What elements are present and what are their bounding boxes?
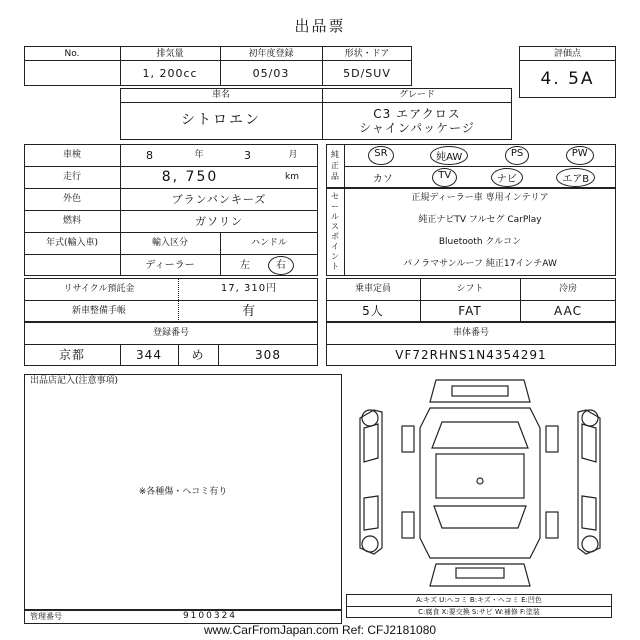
capacity-label: 乗車定員 — [354, 284, 391, 294]
model-name-label: 車名 — [211, 90, 230, 100]
registration-kana: め — [191, 348, 205, 362]
car-front-view — [430, 380, 530, 402]
exterior-color-value: ブランバンキーズ — [171, 193, 267, 206]
equipment-row-2 — [350, 168, 612, 187]
grade-value-line2: シャインパッケージ — [359, 121, 475, 135]
registration-area: 京都 — [58, 348, 85, 362]
shift-label: シフト — [456, 284, 484, 294]
ac-label: 冷房 — [558, 284, 577, 294]
shape-door-value: 5D/SUV — [343, 67, 391, 80]
inspection-year-unit: 年 — [194, 150, 204, 160]
sales-point-3: Bluetooth クルコン — [438, 237, 522, 247]
registration-number: 308 — [255, 348, 281, 362]
car-rear-view — [430, 564, 530, 586]
equip-tv: TV — [432, 168, 457, 187]
damage-note-title: 出品店記入(注意事項) — [30, 376, 119, 386]
sales-point-2: 純正ナビTV フルセグ CarPlay — [418, 215, 542, 225]
management-code-label: 管理番号 — [30, 612, 62, 621]
registration-class: 344 — [136, 348, 162, 362]
equip-ps: PS — [505, 146, 529, 165]
handle-left: 左 — [240, 260, 250, 271]
mileage-value: 8, 750 — [161, 169, 219, 185]
page-title: 出品票 — [294, 17, 346, 35]
sales-point-1: 正規ディーラー車 専用インテリア — [411, 193, 549, 203]
no-label: No. — [64, 49, 80, 59]
mileage-label: 走行 — [62, 172, 81, 182]
shape-door-label: 形状・ドア — [344, 49, 390, 59]
displacement-value: 1, 200cc — [142, 67, 198, 80]
car-damage-diagram — [352, 378, 608, 590]
inspection-month-unit: 月 — [288, 150, 298, 160]
equipment-row-1 — [350, 146, 612, 165]
first-registration-value: 05/03 — [252, 67, 290, 80]
equipment-label: 純正品 — [331, 150, 339, 181]
maintenance-value: 有 — [241, 304, 256, 319]
ac-value: AAC — [554, 304, 582, 318]
car-right-side — [578, 410, 600, 554]
inspection-year: 8 — [146, 149, 154, 162]
handle-right: 右 — [276, 260, 286, 271]
car-left-side — [360, 410, 382, 554]
handle-label: ハンドル — [250, 238, 287, 248]
fuel-label: 燃料 — [62, 216, 81, 226]
import-type-value: ディーラー — [145, 260, 195, 271]
grade-label: グレード — [398, 90, 435, 100]
legend-row-2: C:腐食 X:要交換 S:サビ W:補修 F:塗装 — [418, 608, 540, 616]
shift-value: FAT — [458, 304, 482, 318]
sales-point-4: パノラマサンルーフ 純正17インチAW — [403, 259, 557, 269]
watermark: www.CarFromJapan.com Ref: CFJ2181080 — [203, 623, 437, 637]
damage-note-text: ※各種傷・ヘコミ有り — [138, 487, 228, 497]
management-code-value: 9100324 — [182, 611, 238, 621]
inspection-month: 3 — [244, 149, 252, 162]
model-name-value: シトロエン — [181, 112, 261, 128]
capacity-value: 5人 — [362, 304, 384, 318]
legend-row-1: A:キズ U:ヘコミ B:キズ・ヘコミ E:凹色 — [416, 596, 542, 604]
chassis-value: VF72RHNS1N4354291 — [395, 348, 547, 362]
chassis-label: 車体番号 — [452, 328, 489, 338]
recycle-label: リサイクル預託金 — [63, 284, 135, 294]
score-label: 評価点 — [553, 49, 581, 59]
car-top-view — [420, 408, 540, 558]
recycle-value: 17, 310円 — [220, 283, 278, 294]
equip-airbag: エアB — [556, 168, 595, 187]
maintenance-label: 新車整備手帳 — [71, 306, 126, 316]
equip-pw: PW — [566, 146, 594, 165]
mileage-unit: km — [285, 172, 299, 182]
equip-navi: ナビ — [491, 168, 523, 187]
import-year-label: 年式(輸入車) — [45, 238, 99, 248]
equip-cassette: カソ — [372, 174, 393, 185]
equip-aw: 純AW — [430, 146, 468, 165]
fuel-value: ガソリン — [195, 215, 243, 228]
sales-points-label: セールスポイント — [331, 192, 339, 271]
inspection-label: 車検 — [62, 150, 81, 160]
registration-label: 登録番号 — [152, 328, 189, 338]
first-registration-label: 初年度登録 — [248, 49, 294, 59]
import-type-label: 輸入区分 — [151, 238, 188, 248]
equip-sr: SR — [368, 146, 393, 165]
exterior-color-label: 外色 — [62, 194, 81, 204]
displacement-label: 排気量 — [156, 49, 184, 59]
score-value: 4. 5A — [540, 69, 595, 89]
grade-value-line1: C3 エアクロス — [373, 107, 461, 121]
